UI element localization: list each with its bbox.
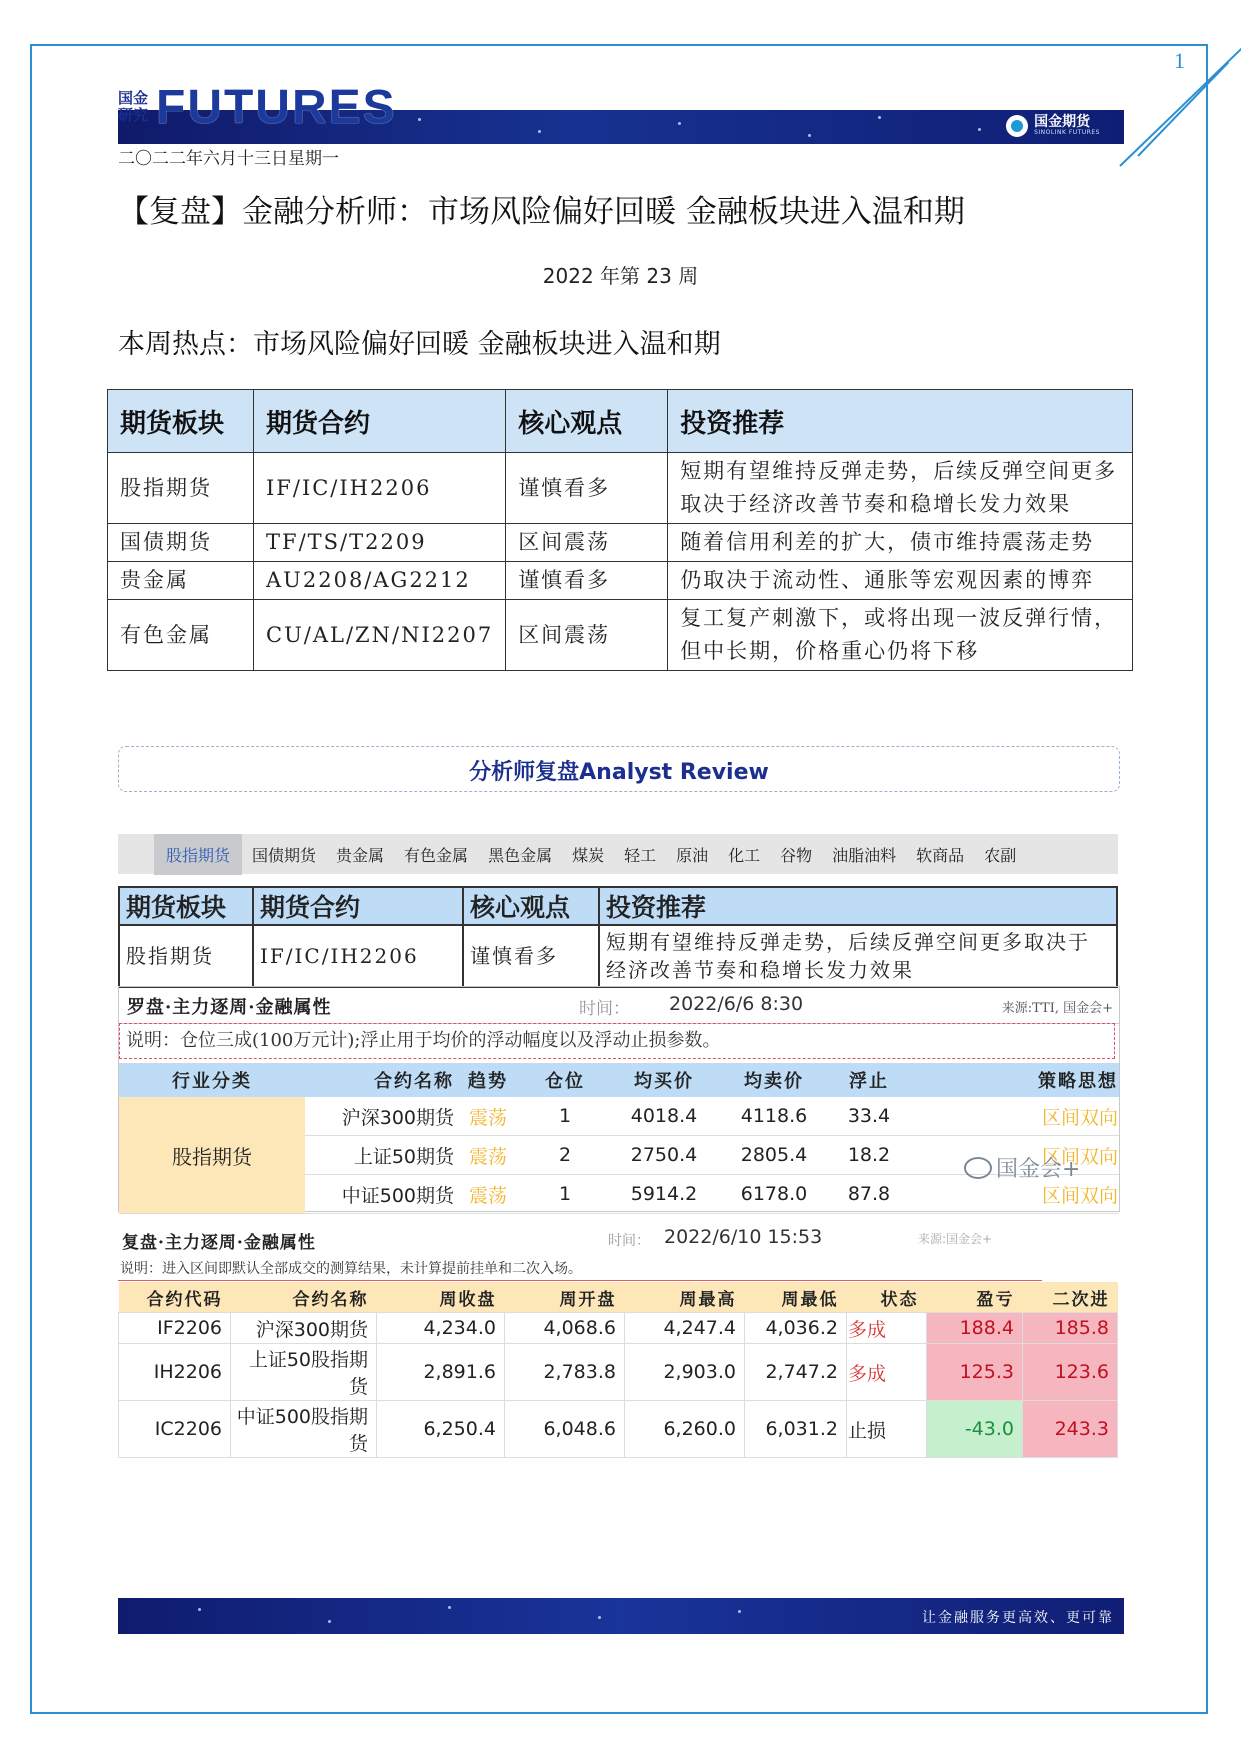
tab-chemicals[interactable]: 化工 <box>728 845 761 865</box>
second-entry-cell: 243.3 <box>1023 1401 1118 1458</box>
tab-crude-oil[interactable]: 原油 <box>676 845 709 865</box>
column-header: 趋势 <box>455 1063 521 1097</box>
column-header: 核心观点 <box>506 390 668 453</box>
table-row <box>119 925 1117 987</box>
column-header: 仓位 <box>521 1063 609 1097</box>
column-header: 合约名称 <box>305 1063 455 1097</box>
company-logo <box>1006 115 1100 137</box>
trend-cell: 震荡 <box>455 1136 521 1175</box>
table-cell: 国债期货 <box>108 524 254 562</box>
luopan-time: 2022/6/6 8:30 <box>669 993 804 1015</box>
review-header-row <box>119 887 1117 925</box>
table-cell: IF/IC/IH2206 <box>254 453 506 524</box>
status-cell: 多成 <box>847 1313 927 1344</box>
fupan-title: 复盘·主力逐周·金融属性 <box>122 1233 316 1253</box>
tab-ferrous[interactable]: 黑色金属 <box>488 845 553 865</box>
pnl-cell: 188.4 <box>927 1313 1023 1344</box>
table-cell: 沪深300期货 <box>305 1097 455 1136</box>
tab-stock-index[interactable]: 股指期货 <box>154 834 242 875</box>
column-header: 期货板块 <box>108 390 254 453</box>
table-row <box>119 1401 1118 1458</box>
table-cell: 谨慎看多 <box>506 562 668 600</box>
luopan-header <box>119 987 1119 1024</box>
table-cell: AU2208/AG2212 <box>254 562 506 600</box>
wechat-watermark <box>964 1152 1080 1183</box>
brand-small-label: 国金研究 <box>118 89 149 124</box>
column-header: 盈亏 <box>927 1282 1023 1313</box>
footer-banner <box>118 1598 1124 1634</box>
table-cell: 2,891.6 <box>377 1344 505 1401</box>
table-cell: 区间震荡 <box>506 600 668 671</box>
table-cell: 随着信用利差的扩大，债市维持震荡走势 <box>668 524 1133 562</box>
table-cell: 4,234.0 <box>377 1313 505 1344</box>
table-cell: 上证50股指期货 <box>231 1344 377 1401</box>
sector-cell: 股指期货 <box>119 1097 305 1214</box>
column-header: 均卖价 <box>719 1063 829 1097</box>
table-cell: 6,031.2 <box>745 1401 847 1458</box>
tab-oilseeds[interactable]: 油脂油料 <box>832 845 897 865</box>
column-header: 均买价 <box>609 1063 719 1097</box>
trend-cell: 震荡 <box>455 1097 521 1136</box>
table-cell: 87.8 <box>829 1175 909 1214</box>
luopan-source: 来源:TTI, 国金会+ <box>1001 1001 1113 1016</box>
company-logo-subtext: SINOLINK FUTURES <box>1034 129 1100 136</box>
column-header: 期货板块 <box>119 887 253 925</box>
table-cell: 4018.4 <box>609 1097 719 1136</box>
table-cell: 4,068.6 <box>505 1313 625 1344</box>
summary-header-row <box>108 390 1133 453</box>
weekly-hotspot: 本周热点：市场风险偏好回暖 金融板块进入温和期 <box>118 329 721 360</box>
wechat-icon <box>964 1157 992 1179</box>
page-frame <box>30 44 1208 1714</box>
table-cell: 短期有望维持反弹走势，后续反弹空间更多取决于经济改善节奏和稳增长发力效果 <box>599 925 1117 987</box>
tab-agri-byproducts[interactable]: 农副 <box>984 845 1017 865</box>
tab-nonferrous[interactable]: 有色金属 <box>404 845 469 865</box>
table-cell: 贵金属 <box>108 562 254 600</box>
column-header: 策略思想 <box>909 1063 1119 1097</box>
company-logo-icon <box>1006 115 1028 137</box>
company-logo-text: 国金期货 <box>1034 114 1091 130</box>
table-cell: 2,783.8 <box>505 1344 625 1401</box>
table-row <box>108 524 1133 562</box>
analyst-review-box <box>118 746 1120 792</box>
brand-futures-logo: FUTURES <box>156 81 397 134</box>
table-cell: 股指期货 <box>119 925 253 987</box>
table-cell: 股指期货 <box>108 453 254 524</box>
table-cell: 沪深300期货 <box>231 1313 377 1344</box>
strategy-cell: 区间双向 <box>909 1175 1119 1214</box>
table-row <box>108 600 1133 671</box>
table-row <box>119 1344 1118 1401</box>
table-cell: 复工复产刺激下，或将出现一波反弹行情，但中长期，价格重心仍将下移 <box>668 600 1133 671</box>
table-cell: 4,247.4 <box>625 1313 745 1344</box>
page-title: 【复盘】金融分析师：市场风险偏好回暖 金融板块进入温和期 <box>118 194 965 230</box>
fupan-header-row <box>119 1282 1118 1313</box>
column-header: 二次进 <box>1023 1282 1118 1313</box>
table-cell: IH2206 <box>119 1344 231 1401</box>
column-header: 投资推荐 <box>668 390 1133 453</box>
fupan-panel <box>118 1222 1118 1455</box>
column-header: 合约代码 <box>119 1282 231 1313</box>
table-cell: 6178.0 <box>719 1175 829 1214</box>
table-cell: 有色金属 <box>108 600 254 671</box>
strategy-cell: 区间双向 <box>909 1136 1119 1175</box>
table-cell: 谨慎看多 <box>506 453 668 524</box>
fupan-time: 2022/6/10 15:53 <box>664 1226 823 1248</box>
column-header: 期货合约 <box>254 390 506 453</box>
table-cell: 2,903.0 <box>625 1344 745 1401</box>
table-cell: CU/AL/ZN/NI2207 <box>254 600 506 671</box>
table-row <box>119 1313 1118 1344</box>
table-row <box>108 562 1133 600</box>
table-cell: 谨慎看多 <box>463 925 599 987</box>
tab-precious-metals[interactable]: 贵金属 <box>336 845 385 865</box>
luopan-time-label: 时间： <box>579 999 630 1019</box>
column-header: 期货合约 <box>253 887 463 925</box>
second-entry-cell: 123.6 <box>1023 1344 1118 1401</box>
week-label: 2022 年第 23 周 <box>542 264 699 288</box>
table-cell: 5914.2 <box>609 1175 719 1214</box>
page-number: 1 <box>1174 48 1185 73</box>
luopan-note: 说明：仓位三成(100万元计);浮止用于均价的浮动幅度以及浮动止损参数。 <box>119 1023 1115 1059</box>
analyst-review-title: 分析师复盘Analyst Review <box>469 760 769 785</box>
tab-treasury[interactable]: 国债期货 <box>252 845 317 865</box>
sector-tabs <box>118 834 1118 874</box>
tab-light-industry[interactable]: 轻工 <box>624 845 657 865</box>
pnl-cell: 125.3 <box>927 1344 1023 1401</box>
footer-slogan: 让金融服务更高效、更可靠 <box>922 1610 1114 1626</box>
table-row <box>108 453 1133 524</box>
table-cell: 18.2 <box>829 1136 909 1175</box>
pnl-cell: -43.0 <box>927 1401 1023 1458</box>
tab-soft-commodities[interactable]: 软商品 <box>916 845 965 865</box>
second-entry-cell: 185.8 <box>1023 1313 1118 1344</box>
column-header: 浮止 <box>829 1063 909 1097</box>
table-row <box>119 1097 1119 1136</box>
table-cell: 2805.4 <box>719 1136 829 1175</box>
trend-cell: 震荡 <box>455 1175 521 1214</box>
report-date: 二〇二二年六月十三日星期一 <box>118 149 339 169</box>
tab-coal[interactable]: 煤炭 <box>572 845 605 865</box>
table-cell: 区间震荡 <box>506 524 668 562</box>
status-cell: 多成 <box>847 1344 927 1401</box>
fupan-time-label: 时间： <box>608 1233 650 1249</box>
column-header: 状态 <box>847 1282 927 1313</box>
table-cell: 仍取决于流动性、通胀等宏观因素的博弈 <box>668 562 1133 600</box>
column-header: 核心观点 <box>463 887 599 925</box>
review-summary-table <box>118 886 1118 988</box>
status-cell: 止损 <box>847 1401 927 1458</box>
table-cell: 1 <box>521 1097 609 1136</box>
luopan-header-row <box>119 1063 1119 1097</box>
column-header: 周开盘 <box>505 1282 625 1313</box>
table-cell: 4,036.2 <box>745 1313 847 1344</box>
luopan-table <box>119 1063 1119 1214</box>
fupan-source: 来源:国金会+ <box>918 1232 993 1246</box>
watermark-text: 国金会+ <box>996 1157 1081 1182</box>
fupan-table <box>118 1282 1118 1458</box>
table-cell: IF2206 <box>119 1313 231 1344</box>
table-cell: 6,260.0 <box>625 1401 745 1458</box>
table-cell: 6,048.6 <box>505 1401 625 1458</box>
column-header: 周最低 <box>745 1282 847 1313</box>
column-header: 投资推荐 <box>599 887 1117 925</box>
column-header: 行业分类 <box>119 1063 305 1097</box>
table-cell: TF/TS/T2209 <box>254 524 506 562</box>
table-cell: 1 <box>521 1175 609 1214</box>
column-header: 周收盘 <box>377 1282 505 1313</box>
fupan-note: 说明：进入区间即默认全部成交的测算结果，未计算提前挂单和二次入场。 <box>118 1256 1042 1281</box>
table-cell: 2 <box>521 1136 609 1175</box>
tab-grains[interactable]: 谷物 <box>780 845 813 865</box>
table-cell: 2,747.2 <box>745 1344 847 1401</box>
table-cell: IF/IC/IH2206 <box>253 925 463 987</box>
column-header: 周最高 <box>625 1282 745 1313</box>
table-cell: 上证50期货 <box>305 1136 455 1175</box>
table-cell: 4118.6 <box>719 1097 829 1136</box>
column-header: 合约名称 <box>231 1282 377 1313</box>
table-cell: 短期有望维持反弹走势，后续反弹空间更多取决于经济改善节奏和稳增长发力效果 <box>668 453 1133 524</box>
table-cell: 33.4 <box>829 1097 909 1136</box>
summary-table <box>107 389 1133 671</box>
table-cell: 中证500期货 <box>305 1175 455 1214</box>
table-cell: IC2206 <box>119 1401 231 1458</box>
strategy-cell: 区间双向 <box>909 1097 1119 1136</box>
luopan-title: 罗盘·主力逐周·金融属性 <box>127 997 332 1018</box>
table-cell: 中证500股指期货 <box>231 1401 377 1458</box>
table-cell: 6,250.4 <box>377 1401 505 1458</box>
table-cell: 2750.4 <box>609 1136 719 1175</box>
